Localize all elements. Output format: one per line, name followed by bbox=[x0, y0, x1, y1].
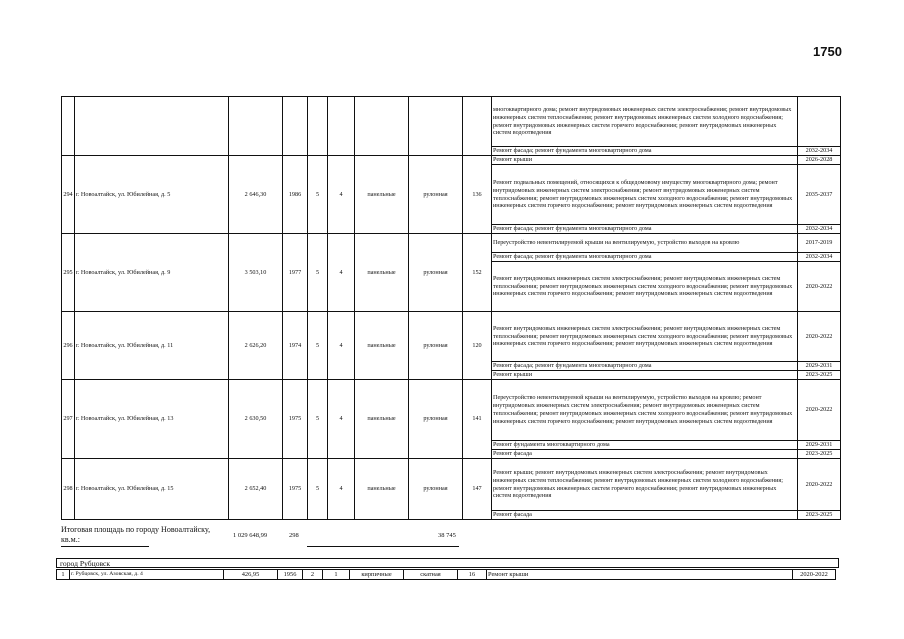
row-period: 2029-2031 bbox=[798, 441, 841, 450]
row-year: 1986 bbox=[283, 156, 308, 234]
row-entrances: 4 bbox=[328, 234, 355, 312]
page-number: 1750 bbox=[813, 44, 842, 59]
row-year: 1956 bbox=[278, 570, 303, 580]
row-period: 2032-2034 bbox=[798, 225, 841, 234]
row-entrances: 4 bbox=[328, 459, 355, 520]
row-roof: рулонная bbox=[409, 156, 463, 234]
totals-area: 1 029 648,99 bbox=[233, 532, 268, 539]
row-roof: рулонная bbox=[409, 459, 463, 520]
totals-residents: 38 745 bbox=[438, 532, 456, 539]
row-area: 2 652,40 bbox=[229, 459, 283, 520]
row-roof: рулонная bbox=[409, 380, 463, 459]
row-floors: 5 bbox=[308, 312, 328, 380]
row-walls: кирпичные bbox=[350, 570, 404, 580]
row-walls bbox=[355, 97, 409, 156]
row-address: г. Рубцовск, ул. Азовская, д. 4 bbox=[70, 570, 224, 580]
row-period: 2029-2031 bbox=[798, 362, 841, 371]
row-walls: панельные bbox=[355, 459, 409, 520]
row-residents: 120 bbox=[463, 312, 492, 380]
row-number: 297 bbox=[62, 380, 75, 459]
totals-underline bbox=[307, 546, 459, 547]
row-address: г. Новоалтайск, ул. Юбилейная, д. 13 bbox=[75, 380, 229, 459]
row-period: 2032-2034 bbox=[798, 147, 841, 156]
totals-label: Итоговая площадь по городу Новоалтайску, кв.м.: bbox=[61, 525, 211, 544]
row-number: 298 bbox=[62, 459, 75, 520]
row-work: Ремонт крыши bbox=[492, 371, 798, 380]
table-row bbox=[57, 570, 836, 580]
row-area bbox=[229, 97, 283, 156]
table-row bbox=[62, 156, 841, 165]
row-work: Ремонт фасада; ремонт фундамента многоквартирного дома bbox=[492, 253, 798, 262]
housing-table bbox=[61, 96, 841, 520]
row-number: 1 bbox=[57, 570, 70, 580]
row-address: г. Новоалтайск, ул. Юбилейная, д. 5 bbox=[75, 156, 229, 234]
row-number: 295 bbox=[62, 234, 75, 312]
row-floors: 2 bbox=[303, 570, 323, 580]
row-floors: 5 bbox=[308, 380, 328, 459]
row-entrances: 4 bbox=[328, 312, 355, 380]
row-year: 1975 bbox=[283, 459, 308, 520]
row-work: Ремонт крыши; ремонт внутридомовых инженерных систем электроснабжения; ремонт внутридомовых инженерных систем теплоснабжения; ремонт внутридомовых инженерных систем холодного водоснабжения; ремонт внутридомовых инженерных систем горячего водоснабжения; ремонт внутридомовых инженерных систем водоотведения bbox=[492, 459, 798, 511]
row-work: Ремонт фундамента многоквартирного дома bbox=[492, 441, 798, 450]
row-period: 2017-2019 bbox=[798, 234, 841, 253]
row-number: 296 bbox=[62, 312, 75, 380]
row-period: 2020-2022 bbox=[798, 312, 841, 362]
row-residents: 16 bbox=[458, 570, 487, 580]
row-residents: 136 bbox=[463, 156, 492, 234]
row-entrances bbox=[328, 97, 355, 156]
totals-block bbox=[61, 525, 461, 549]
table-row bbox=[62, 380, 841, 441]
row-entrances: 4 bbox=[328, 156, 355, 234]
row-work: многоквартирного дома; ремонт внутридомовых инженерных систем электроснабжения; ремонт внутридомовых инженерных систем теплоснабжения; ремонт внутридомовых инженерных систем холодного водоснабжения; ремонт внутридомовых инженерных систем горячего водоснабжения; ремонт внутридомовых инженерных систем водоотведения bbox=[492, 97, 798, 147]
row-period: 2023-2025 bbox=[798, 511, 841, 520]
row-roof bbox=[409, 97, 463, 156]
row-work: Ремонт фасада; ремонт фундамента многоквартирного дома bbox=[492, 362, 798, 371]
rubtsovsk-table bbox=[56, 569, 836, 580]
table-row bbox=[62, 234, 841, 253]
row-period: 2020-2022 bbox=[793, 570, 836, 580]
row-year: 1974 bbox=[283, 312, 308, 380]
row-year: 1975 bbox=[283, 380, 308, 459]
row-area: 2 646,30 bbox=[229, 156, 283, 234]
row-floors: 5 bbox=[308, 234, 328, 312]
row-entrances: 1 bbox=[323, 570, 350, 580]
row-work: Ремонт фасада; ремонт фундамента многоквартирного дома bbox=[492, 225, 798, 234]
row-address: г. Новоалтайск, ул. Юбилейная, д. 9 bbox=[75, 234, 229, 312]
row-walls: панельные bbox=[355, 156, 409, 234]
row-address: г. Новоалтайск, ул. Юбилейная, д. 15 bbox=[75, 459, 229, 520]
row-work: Ремонт внутридомовых инженерных систем электроснабжения; ремонт внутридомовых инженерных систем теплоснабжения; ремонт внутридомовых инженерных систем холодного водоснабжения; ремонт внутридомовых инженерных систем горячего водоснабжения; ремонт внутридомовых инженерных систем водоотведения bbox=[492, 262, 798, 312]
row-roof: скатная bbox=[404, 570, 458, 580]
row-floors: 5 bbox=[308, 156, 328, 234]
row-work: Ремонт крыши bbox=[492, 156, 798, 165]
row-work: Ремонт внутридомовых инженерных систем электроснабжения; ремонт внутридомовых инженерных систем теплоснабжения; ремонт внутридомовых инженерных систем холодного водоснабжения; ремонт внутридомовых инженерных систем горячего водоснабжения; ремонт внутридомовых инженерных систем водоотведения bbox=[492, 312, 798, 362]
row-residents: 141 bbox=[463, 380, 492, 459]
row-work: Ремонт фасада bbox=[492, 511, 798, 520]
row-work: Ремонт фасада; ремонт фундамента многоквартирного дома bbox=[492, 147, 798, 156]
row-walls: панельные bbox=[355, 380, 409, 459]
row-area: 426,95 bbox=[224, 570, 278, 580]
row-area: 3 503,10 bbox=[229, 234, 283, 312]
row-work: Ремонт фасада bbox=[492, 450, 798, 459]
row-floors: 5 bbox=[308, 459, 328, 520]
table-row bbox=[62, 97, 841, 147]
row-area: 2 626,20 bbox=[229, 312, 283, 380]
row-period: 2020-2022 bbox=[798, 459, 841, 511]
row-work: Переустройство невентилируемой крыши на вентилируемую, устройство выходов на кровлю bbox=[492, 234, 798, 253]
row-work: Ремонт подвальных помещений, относящихся к общедомовому имуществу многоквартирного дома; ремонт внутридомовых инженерных систем электроснабжения; ремонт внутридомовых инженерных систем теплоснабжения; ремонт внутридомовых инженерных систем холодного водоснабжения; ремонт внутридомовых инженерных систем горячего водоснабжения; ремонт внутридомовых инженерных систем водоотведения bbox=[492, 165, 798, 225]
row-period bbox=[798, 97, 841, 147]
row-work: Переустройство невентилируемой крыши на вентилируемую, устройство выходов на кровлю; ремонт внутридомовых инженерных систем электроснабжения; ремонт внутридомовых инженерных систем теплоснабжения; ремонт внутридомовых инженерных систем холодного водоснабжения; ремонт внутридомовых инженерных систем горячего водоснабжения; ремонт внутридомовых инженерных систем водоотведения bbox=[492, 380, 798, 441]
row-year bbox=[283, 97, 308, 156]
row-area: 2 630,50 bbox=[229, 380, 283, 459]
totals-count: 298 bbox=[289, 532, 299, 539]
row-roof: рулонная bbox=[409, 234, 463, 312]
row-period: 2020-2022 bbox=[798, 262, 841, 312]
row-year: 1977 bbox=[283, 234, 308, 312]
row-entrances: 4 bbox=[328, 380, 355, 459]
row-residents bbox=[463, 97, 492, 156]
row-period: 2032-2034 bbox=[798, 253, 841, 262]
row-number: 294 bbox=[62, 156, 75, 234]
table-row bbox=[62, 312, 841, 362]
row-period: 2035-2037 bbox=[798, 165, 841, 225]
row-residents: 147 bbox=[463, 459, 492, 520]
section-title: город Рубцовск bbox=[56, 558, 839, 568]
row-residents: 152 bbox=[463, 234, 492, 312]
row-walls: панельные bbox=[355, 312, 409, 380]
row-roof: рулонная bbox=[409, 312, 463, 380]
row-walls: панельные bbox=[355, 234, 409, 312]
row-address: г. Новоалтайск, ул. Юбилейная, д. 11 bbox=[75, 312, 229, 380]
table-row bbox=[62, 459, 841, 511]
totals-underline bbox=[61, 546, 149, 547]
row-work: Ремонт крыши bbox=[487, 570, 793, 580]
row-period: 2023-2025 bbox=[798, 371, 841, 380]
row-period: 2020-2022 bbox=[798, 380, 841, 441]
row-period: 2026-2028 bbox=[798, 156, 841, 165]
row-period: 2023-2025 bbox=[798, 450, 841, 459]
row-number bbox=[62, 97, 75, 156]
row-address bbox=[75, 97, 229, 156]
row-floors bbox=[308, 97, 328, 156]
